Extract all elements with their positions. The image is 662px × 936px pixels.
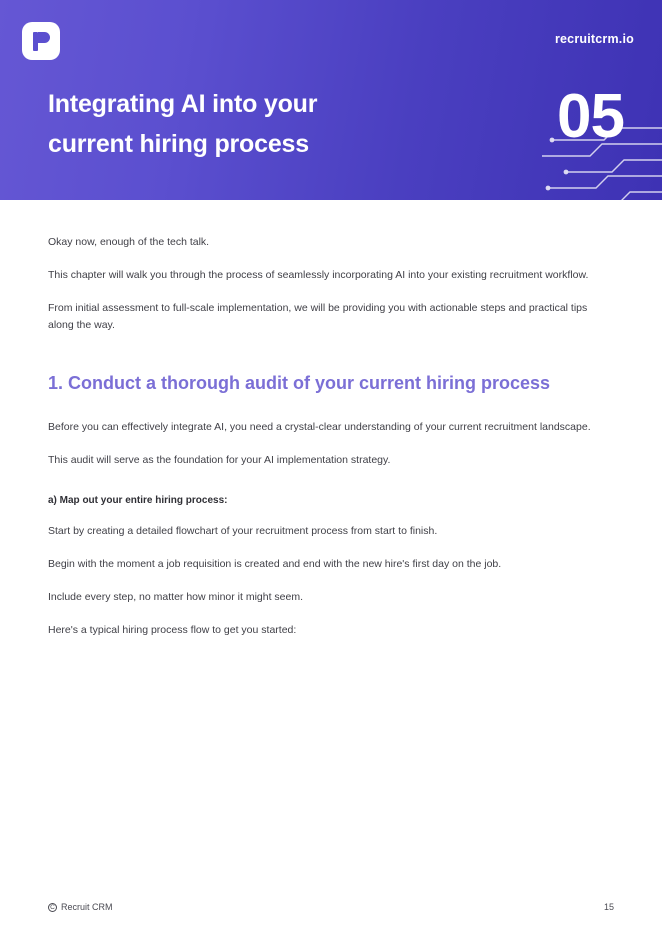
section-paragraph-1: Before you can effectively integrate AI, you need a crystal-clear understanding of your current recruitment landscape.	[48, 421, 591, 433]
page-title-line-1: Integrating AI into your	[48, 90, 318, 118]
page-content	[0, 200, 662, 639]
circuit-decoration-icon	[542, 122, 662, 200]
page-footer	[0, 878, 662, 936]
footer-company-name: Recruit CRM	[61, 902, 113, 912]
logo-glyph-icon	[33, 32, 50, 51]
subsection-paragraph-3: Include every step, no matter how minor it might seem.	[48, 591, 304, 603]
page-number: 15	[603, 902, 614, 912]
section-heading-text: Conduct a thorough audit of your current hiring process	[68, 373, 551, 393]
copyright-icon: C	[48, 903, 57, 912]
page-title	[48, 84, 468, 164]
footer-copyright	[48, 902, 113, 912]
page-title-line-2: current hiring process	[48, 130, 309, 158]
page-header	[0, 0, 662, 200]
section-number: 1.	[48, 373, 64, 393]
intro-paragraph-3: From initial assessment to full-scale implementation, we will be providing you with actionable steps and practical tips along the way.	[48, 302, 588, 331]
subsection-label: a) Map out your entire hiring process:	[48, 495, 228, 506]
chapter-number: 05	[557, 82, 624, 151]
intro-paragraph-2: This chapter will walk you through the process of seamlessly incorporating AI into your existing recruitment workflow.	[48, 269, 589, 281]
subsection-paragraph-2: Begin with the moment a job requisition is created and end with the new hire's first day on the job.	[48, 558, 502, 570]
section-heading	[48, 370, 568, 397]
subsection-paragraph-1: Start by creating a detailed flowchart of your recruitment process from start to finish.	[48, 525, 438, 537]
subsection-paragraph-4: Here's a typical hiring process flow to get you started:	[48, 624, 297, 636]
section-paragraph-2: This audit will serve as the foundation for your AI implementation strategy.	[48, 454, 391, 466]
recruit-crm-logo	[22, 22, 60, 60]
intro-paragraph-1: Okay now, enough of the tech talk.	[48, 236, 210, 248]
brand-website: recruitcrm.io	[554, 32, 634, 46]
